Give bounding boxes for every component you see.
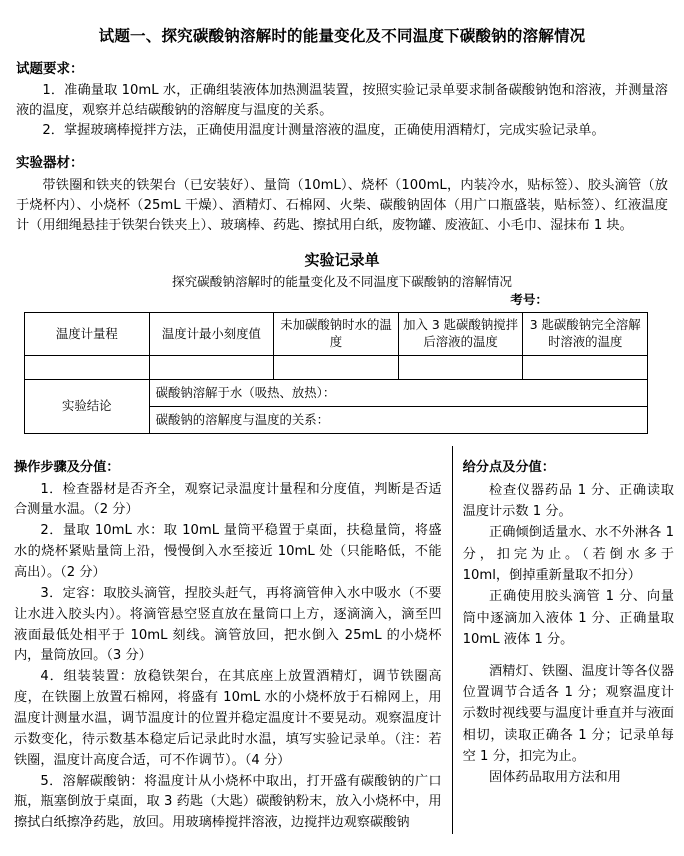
scoring-item: 检查仪器药品 1 分、正确读取温度计示数 1 分。 [462, 482, 674, 519]
record-sheet-title: 实验记录单 [304, 250, 380, 269]
value-cell[interactable] [523, 355, 648, 379]
column-header: 3 匙碳酸钠完全溶解时溶液的温度 [523, 312, 648, 355]
step-item: 1．检查器材是否齐全，观察记录温度计量程和分度值，判断是否适合测量水温。（2 分） [14, 481, 442, 518]
scoring-item: 酒精灯、铁圈、温度计等各仪器位置调节合适各 1 分；观察温度计示数时视线要与温度计垂直并与液面相切，读取正确各 1 分；记录单每空 1 分，扣完为止。 [462, 663, 674, 765]
equipment-section [0, 153, 684, 235]
requirement-item: 2．掌握玻璃棒搅拌方法，正确使用温度计测量溶液的温度，正确使用酒精灯，完成实验记录单。 [42, 123, 605, 139]
scoring-column [453, 446, 674, 834]
equipment-heading: 实验器材： [16, 155, 84, 172]
column-header: 加入 3 匙碳酸钠搅拌后溶液的温度 [398, 312, 523, 355]
scoring-item: 固体药品取用方法和用 [489, 770, 621, 786]
exam-number-label: 考号： [510, 292, 548, 308]
requirements-heading: 试题要求： [16, 60, 84, 77]
value-cell[interactable] [25, 355, 150, 379]
table-row [25, 379, 648, 406]
value-cell[interactable] [274, 355, 399, 379]
column-header: 温度计量程 [25, 312, 150, 355]
column-header: 温度计最小刻度值 [149, 312, 274, 355]
steps-heading: 操作步骤及分值： [14, 459, 120, 475]
record-table-wrap [0, 312, 684, 434]
scoring-heading: 给分点及分值： [462, 459, 555, 475]
value-cell[interactable] [149, 355, 274, 379]
equipment-text: 带铁圈和铁夹的铁架台（已安装好）、量筒（10mL）、烧杯（100mL，内装冷水，贴标签）、胶头滴管（放于烧杯内）、小烧杯（25mL 干燥）、酒精灯、石棉网、火柴、碳酸钠固体（用广口瓶盛装，贴标签）、红液温度计（用细绳悬挂于铁架台铁夹上）、玻璃棒、药匙、擦拭用白纸，废物罐、废液缸、小毛巾、湿抹布 1 块。 [16, 177, 668, 233]
spacer [463, 651, 674, 661]
requirement-item: 1．准确量取 10mL 水，正确组装液体加热测温装置，按照实验记录单要求制备碳酸钠饱和溶液，并测量溶液的温度，观察并总结碳酸钠的溶解度与温度的关系。 [16, 83, 668, 119]
conclusion-cell[interactable]: 碳酸钠的溶解度与温度的关系： [149, 406, 647, 433]
steps-column [14, 446, 453, 834]
lower-columns [0, 446, 684, 834]
value-cell[interactable] [398, 355, 523, 379]
record-sheet-subtitle: 探究碳酸钠溶解时的能量变化及不同温度下碳酸钠的溶解情况 [171, 273, 513, 289]
table-header-row [25, 312, 648, 355]
scoring-item: 正确倾倒适量水、水不外淋各 1 分，扣完为止。（若倒水多于 10ml，倒掉重新量取不扣分） [462, 525, 674, 584]
scoring-item: 正确使用胶头滴管 1 分、向量筒中逐滴加入液体 1 分、正确量取 10mL 液体 1 分。 [462, 589, 674, 648]
conclusion-label: 实验结论 [25, 379, 150, 433]
conclusion-cell[interactable]: 碳酸钠溶解于水（吸热、放热）： [149, 379, 647, 406]
table-row [25, 355, 648, 379]
column-header: 未加碳酸钠时水的温度 [274, 312, 399, 355]
step-item: 2．量取 10mL 水：取 10mL 量筒平稳置于桌面，扶稳量筒，将盛水的烧杯紧贴量筒上沿，慢慢倒入水至接近 10mL 处（只能略低，不能高出）。（2 分） [14, 523, 442, 581]
record-table [24, 312, 648, 434]
page-title: 试题一、探究碳酸钠溶解时的能量变化及不同温度下碳酸钠的溶解情况 [98, 27, 586, 45]
requirements-section [0, 59, 684, 141]
step-item: 4．组装装置：放稳铁架台，在其底座上放置酒精灯，调节铁圈高度，在铁圈上放置石棉网，将盛有 10mL 水的小烧杯放于石棉网上，用温度计测量水温，调节温度计的位置并稳定温度计不要晃动。观察温度计示数变化，待示数基本稳定后记录此时水温，填写实验记录单。（注：若铁圈，温度计高度合适，可不作调节）。（4 分） [14, 669, 442, 768]
record-sheet-header [0, 250, 684, 309]
step-item: 5．溶解碳酸钠：将温度计从小烧杯中取出，打开盛有碳酸钠的广口瓶，瓶塞倒放于桌面，取 3 药匙（大匙）碳酸钠粉末，放入小烧杯中，用擦拭白纸擦净药匙，放回。用玻璃棒搅拌溶液，边搅拌边观察碳酸钠 [14, 773, 442, 831]
step-item: 3．定容：取胶头滴管，捏胶头赶气，再将滴管伸入水中吸水（不要让水进入胶头内）。将滴管悬空竖直放在量筒口上方，逐滴滴入，滴至凹液面最低处相平于 10mL 刻线。滴管放回，把水倒入 25mL 的小烧杯内，量筒放回。（3 分） [14, 585, 442, 664]
